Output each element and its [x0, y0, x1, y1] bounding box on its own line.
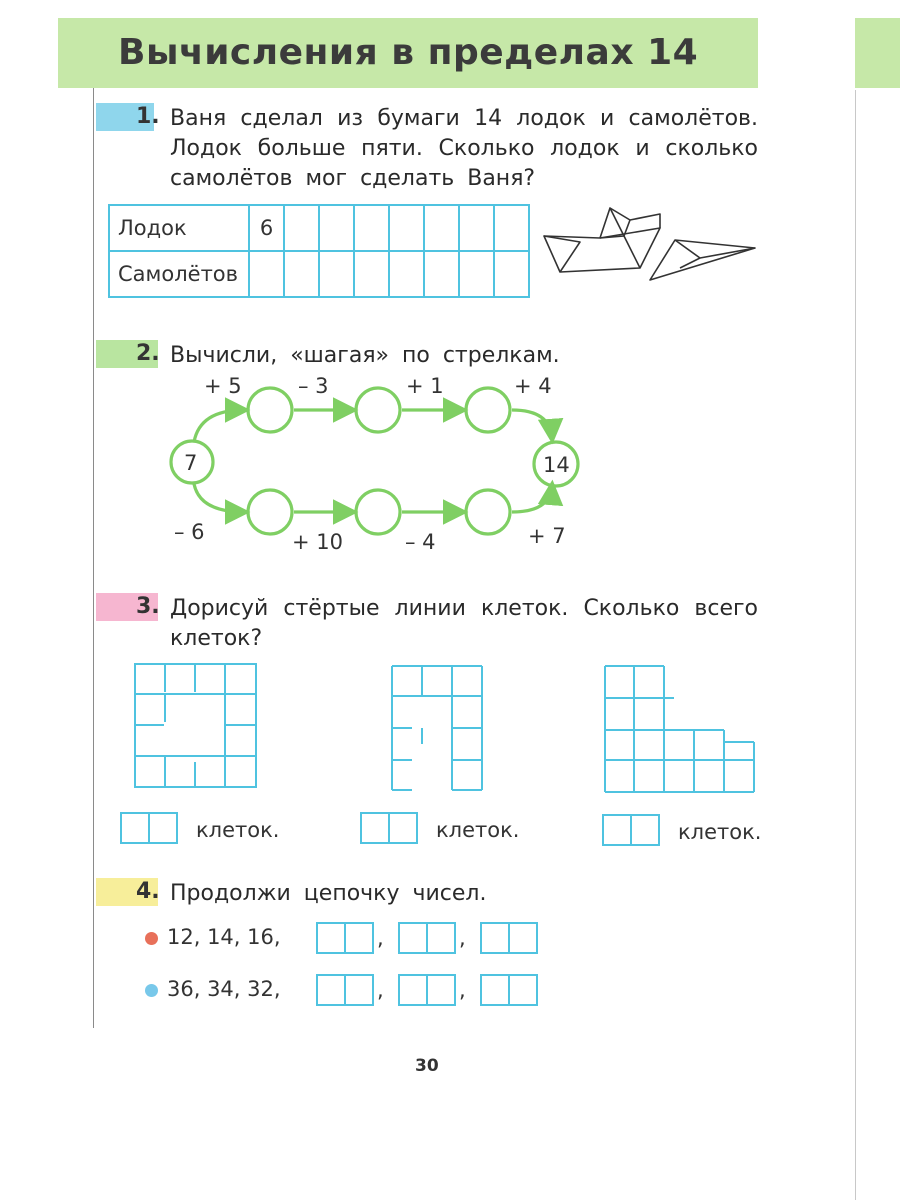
answer-circle: [466, 490, 510, 534]
task4-number: 4.: [136, 879, 160, 904]
table-cell-empty[interactable]: [389, 205, 424, 251]
paper-plane-icon: [650, 240, 755, 280]
comma: ,: [459, 926, 466, 950]
cell-grid-2: [390, 664, 486, 792]
sequence-row-1: 12, 14, 16,: [167, 925, 281, 949]
blue-dot-icon: [145, 984, 158, 997]
answer-circle: [466, 388, 510, 432]
op-top-1: + 5: [204, 374, 242, 398]
table-cell-empty[interactable]: [284, 251, 319, 297]
comma: ,: [377, 978, 384, 1002]
table-row-planes: [109, 251, 529, 297]
cell-grid-3: [602, 664, 758, 794]
answer-circle: [356, 388, 400, 432]
table-cell-empty[interactable]: [459, 251, 494, 297]
answer-circle: [248, 490, 292, 534]
arrow-chain-diagram: [160, 380, 590, 550]
cells-label-1: клеток.: [196, 818, 280, 842]
answer-circle: [248, 388, 292, 432]
table-cell-empty[interactable]: [354, 205, 389, 251]
op-bottom-2: + 10: [292, 530, 343, 554]
table-cell-empty[interactable]: [494, 251, 529, 297]
table-cell-empty[interactable]: [424, 251, 459, 297]
task1-text: Ваня сделал из бумаги 14 лодок и самолётов. Лодок больше пяти. Сколько лодок и сколько самолётов мог сделать Ваня?: [170, 106, 758, 191]
answer-box-grid1[interactable]: [120, 812, 178, 844]
table-row-boats: [109, 205, 529, 251]
table-cell-value: 6: [249, 205, 284, 251]
sequence-box[interactable]: [316, 974, 374, 1006]
table-cell-empty[interactable]: [319, 251, 354, 297]
op-bottom-1: – 6: [174, 520, 205, 544]
comma: ,: [459, 978, 466, 1002]
page-edge-line: [855, 90, 856, 1200]
sequence-row-2: 36, 34, 32,: [167, 977, 281, 1001]
cells-label-2: клеток.: [436, 818, 520, 842]
cells-label-3: клеток.: [678, 820, 762, 844]
sequence-box[interactable]: [398, 922, 456, 954]
paper-boat-plane-illustration: [540, 200, 765, 290]
page-number: 30: [415, 1056, 439, 1076]
op-top-4: + 4: [514, 374, 552, 398]
table-cell-empty[interactable]: [459, 205, 494, 251]
paper-boat-icon: [544, 228, 660, 272]
table-cell-empty[interactable]: [494, 205, 529, 251]
answer-box-grid3[interactable]: [602, 814, 660, 846]
cell-grid-1: [134, 662, 258, 790]
row-label-boats: Лодок: [109, 205, 249, 251]
end-value: 14: [543, 453, 570, 477]
task2-number: 2.: [136, 341, 160, 366]
op-top-3: + 1: [406, 374, 444, 398]
table-cell-empty[interactable]: [424, 205, 459, 251]
sequence-box[interactable]: [398, 974, 456, 1006]
sequence-box[interactable]: [480, 922, 538, 954]
op-bottom-4: + 7: [528, 524, 566, 548]
margin-line: [93, 88, 94, 1028]
table-cell-empty[interactable]: [249, 251, 284, 297]
task1-number: 1.: [136, 104, 160, 129]
answer-circle: [356, 490, 400, 534]
task3-text: Дорисуй стёртые линии клеток. Сколько всего клеток?: [170, 596, 758, 651]
table-cell-empty[interactable]: [354, 251, 389, 297]
table-cell-empty[interactable]: [389, 251, 424, 297]
neighbor-page-band: [855, 18, 900, 88]
table-cell-empty[interactable]: [319, 205, 354, 251]
boats-planes-table: [108, 204, 530, 298]
start-value: 7: [184, 451, 198, 475]
page-title: Вычисления в пределах 14: [118, 32, 699, 73]
sequence-box[interactable]: [480, 974, 538, 1006]
row-label-planes: Самолётов: [109, 251, 249, 297]
sequence-box[interactable]: [316, 922, 374, 954]
op-bottom-3: – 4: [405, 530, 436, 554]
table-cell-empty[interactable]: [284, 205, 319, 251]
task3-number: 3.: [136, 594, 160, 619]
op-top-2: – 3: [298, 374, 329, 398]
comma: ,: [377, 926, 384, 950]
answer-box-grid2[interactable]: [360, 812, 418, 844]
red-dot-icon: [145, 932, 158, 945]
task2-text: Вычисли, «шагая» по стрелкам.: [170, 343, 560, 368]
task4-text: Продолжи цепочку чисел.: [170, 881, 487, 906]
title-band: [58, 18, 758, 88]
